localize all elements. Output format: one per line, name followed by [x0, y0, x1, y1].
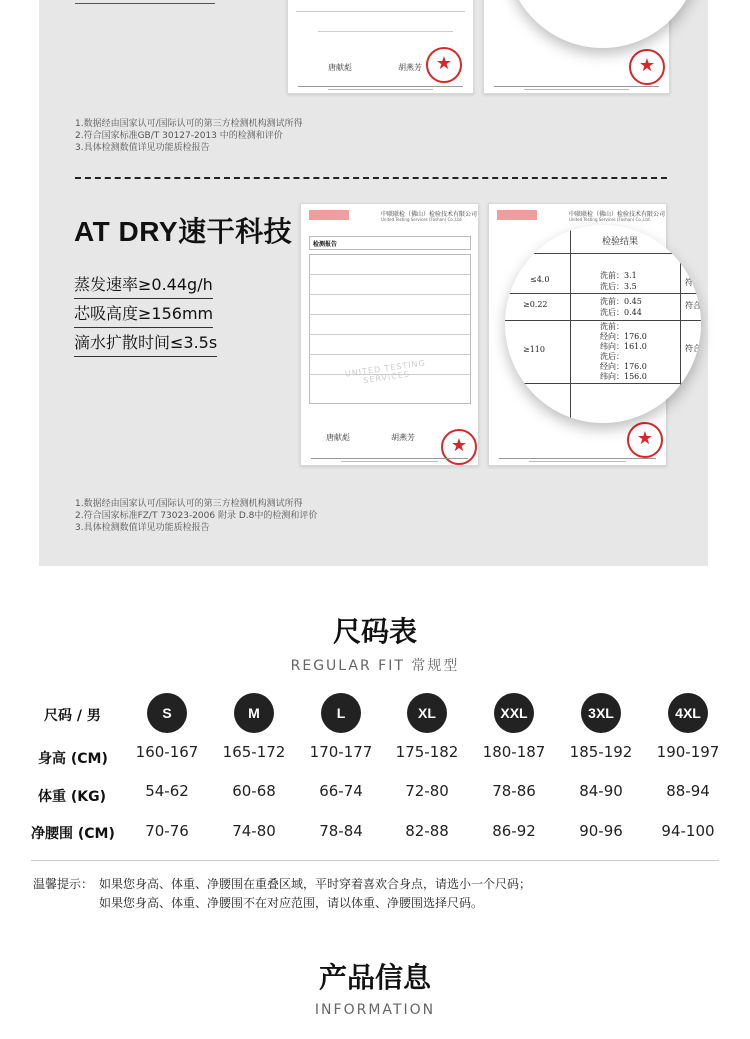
table-cell: 74-80: [232, 822, 276, 840]
row-label-waist: 净腰围 (CM): [31, 826, 115, 842]
table-cell: 94-100: [661, 822, 715, 840]
result-standard: ≤4.0: [530, 275, 550, 284]
report-org-en: United Testing Services (Foshan) Co.,Ltd.: [381, 217, 463, 222]
table-cell: 66-74: [319, 782, 363, 800]
result-value: 洗后：3.5: [600, 282, 637, 291]
report-org-en: United Testing Services (Foshan) Co.,Ltd.: [569, 217, 651, 222]
note-line: 2.符合国家标准GB/T 30127-2013 中的检测和评价: [75, 131, 283, 141]
result-value: 洗前：0.45: [600, 297, 642, 306]
size-4xl: 4XL: [668, 693, 708, 733]
table-cell: 175-182: [395, 743, 459, 761]
table-cell: 84-90: [579, 782, 623, 800]
signature: 胡燕芳: [398, 63, 422, 72]
result-value: 纬向：156.0: [600, 372, 647, 381]
tip-prefix: 温馨提示：: [33, 877, 94, 891]
table-cell: 54-62: [145, 782, 189, 800]
size-chart-title: 尺码表: [332, 615, 417, 648]
note-line: 2.符合国家标准FZ/T 73023-2006 附录 D.8中的检测和评价: [75, 511, 318, 521]
table-cell: 170-177: [309, 743, 373, 761]
table-cell: 165-172: [222, 743, 286, 761]
table-cell: 78-86: [492, 782, 536, 800]
table-cell: 86-92: [492, 822, 536, 840]
spec-wicking: 芯吸高度≥156mm: [74, 301, 213, 328]
size-header-label: 尺码 / 男: [44, 708, 101, 724]
result-value: 洗前：3.1: [600, 271, 637, 280]
red-stamp-icon: ★: [629, 49, 665, 85]
result-value: 洗后：0.44: [600, 308, 642, 317]
result-standard: ≥110: [523, 345, 545, 354]
table-cell: 185-192: [569, 743, 633, 761]
red-stamp-icon: ★: [441, 429, 477, 465]
table-cell: 180-187: [482, 743, 546, 761]
magnifier-results: [505, 225, 701, 423]
watermark: UNITED TESTING SERVICES: [344, 358, 427, 386]
row-label-weight: 体重 (KG): [38, 789, 107, 805]
size-xxl: XXL: [494, 693, 534, 733]
result-value: 洗后：: [600, 352, 624, 361]
size-3xl: 3XL: [581, 693, 621, 733]
size-m: M: [234, 693, 274, 733]
red-stamp-icon: ★: [426, 47, 462, 83]
info-subtitle: INFORMATION: [314, 1002, 436, 1018]
table-cell: 88-94: [666, 782, 710, 800]
spec-diffusion: 滴水扩散时间≤3.5s: [74, 330, 217, 357]
notes-top: [75, 118, 303, 154]
result-standard: ≥0.22: [523, 300, 548, 309]
tech-title: AT DRY速干科技: [74, 216, 293, 247]
table-cell: 78-84: [319, 822, 363, 840]
table-cell: 90-96: [579, 822, 623, 840]
tip-line-1: 如果您身高、体重、净腰围在重叠区域，平时穿着喜欢合身点，请选小一个尺码；: [99, 877, 532, 891]
red-stamp-icon: ★: [627, 422, 663, 458]
table-cell: 70-76: [145, 822, 189, 840]
info-title: 产品信息: [318, 961, 431, 994]
table-cell: 82-88: [405, 822, 449, 840]
notes-bottom: [75, 498, 317, 534]
results-header: 检验结果: [602, 237, 639, 247]
row-label-height: 身高 (CM): [38, 751, 108, 767]
report-image-left: [300, 203, 479, 466]
table-cell: 160-167: [135, 743, 199, 761]
report-org: 中联联检（佛山）检验技术有限公司: [569, 211, 666, 218]
report-image-top-left: [287, 0, 474, 94]
result-value: 经向：176.0: [600, 362, 647, 371]
size-chart-subtitle: REGULAR FIT 常规型: [290, 658, 460, 674]
size-l: L: [321, 693, 361, 733]
size-s: S: [147, 693, 187, 733]
result-value: 经向：176.0: [600, 332, 647, 341]
table-cell: 72-80: [405, 782, 449, 800]
tip-divider: [31, 860, 719, 861]
cert-logos-icon: [497, 210, 537, 220]
signature: 唐献彪: [326, 433, 350, 442]
tip-line-2: 如果您身高、体重、净腰围不在对应范围，请以体重、净腰围选择尺码。: [99, 896, 484, 910]
result-verdict: 符合: [685, 344, 701, 353]
spec-evaporation: 蒸发速率≥0.44g/h: [74, 272, 213, 299]
signature: 唐献彪: [328, 63, 352, 72]
result-verdict: 符: [685, 278, 693, 287]
note-line: 3.具体检测数值详见功能质检报告: [75, 523, 210, 533]
report-header: 检测报告: [313, 241, 338, 248]
note-line: 1.数据经由国家认可/国际认可的第三方检测机构测试所得: [75, 119, 303, 129]
cert-logos-icon: [309, 210, 349, 220]
size-xl: XL: [407, 693, 447, 733]
report-org: 中联联检（佛山）检验技术有限公司: [381, 211, 478, 218]
result-value: 洗前：: [600, 322, 624, 331]
top-divider: [75, 3, 215, 4]
result-verdict: 符合: [685, 301, 701, 310]
signature: 胡燕芳: [391, 433, 415, 442]
dashed-divider: [75, 177, 667, 179]
table-cell: 60-68: [232, 782, 276, 800]
note-line: 3.具体检测数值详见功能质检报告: [75, 143, 210, 153]
note-line: 1.数据经由国家认可/国际认可的第三方检测机构测试所得: [75, 499, 303, 509]
result-value: 纬向：161.0: [600, 342, 647, 351]
table-cell: 190-197: [656, 743, 720, 761]
